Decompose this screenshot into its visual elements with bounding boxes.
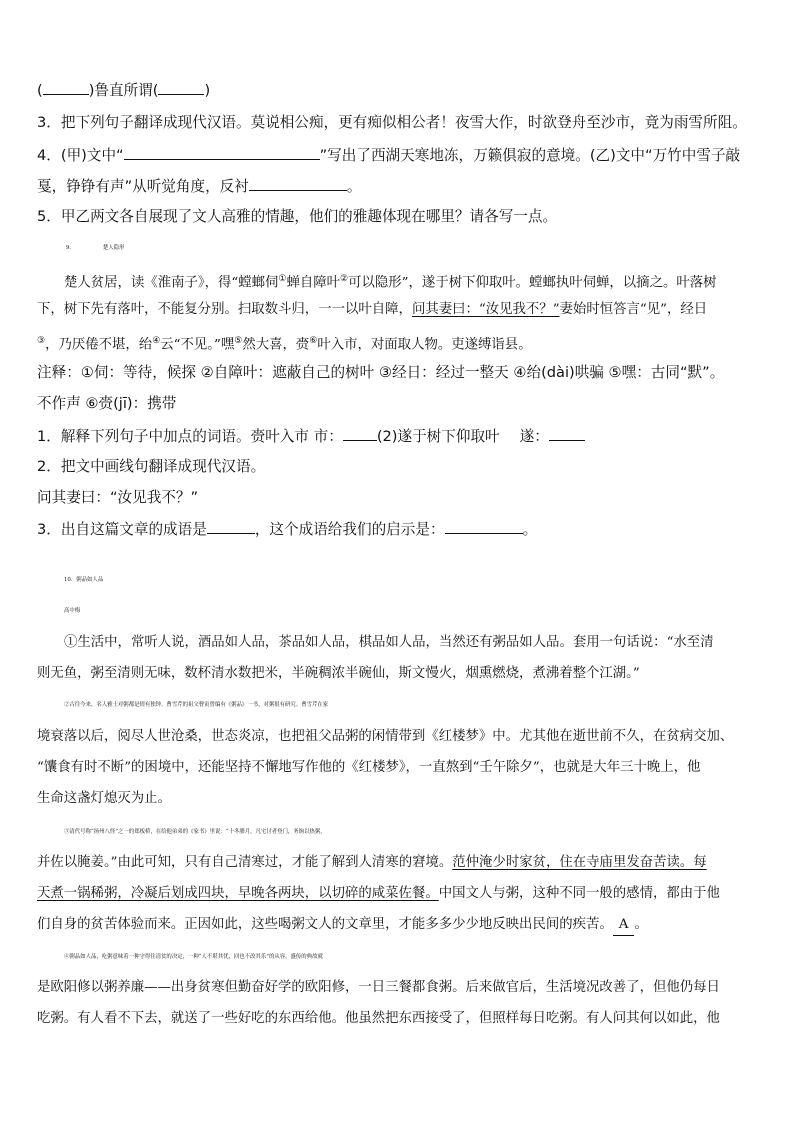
- question-text: 3．把下列句子翻译成现代汉语。莫说相公痴，更有痴似相公者！夜雪大作，时欲登舟至沙市，竟为雨雪所阻。: [37, 114, 747, 131]
- notes-text: 不作声 ⑥赍(jī)：携带: [37, 395, 177, 412]
- question-text: 问其妻曰：“汝见我不？”: [37, 489, 199, 506]
- para-4-line-2: [37, 978, 757, 998]
- paragraph-text: 则无鱼，粥至清则无味，数杯清水数把米，半碗稠浓半碗仙，斯文慢火，烟熏燃烧，煮沸着整个江湖。”: [37, 666, 640, 681]
- paragraph-text: 生命这盏灯熄灭为止。: [37, 791, 171, 806]
- paragraph-text: 。: [634, 917, 648, 932]
- question-5: [37, 207, 757, 227]
- question-text: 3．出自这篇文章的成语是: [37, 521, 207, 538]
- paragraph-text: 并佐以腌姜。”由此可知，只有自己清寒过，才能了解到人清寒的窘境。: [37, 855, 453, 870]
- answer-blank[interactable]: [158, 80, 204, 95]
- para-3-line-2: [37, 853, 757, 873]
- author-name: 高中梅: [64, 608, 81, 614]
- paragraph-text: “馕食有时不断”的困境中，还能坚持不懈地写作他的《红楼梦》，一直熬到“壬午除夕”，也就是大年三十晚上，他: [37, 760, 701, 775]
- question-3-translate: [37, 113, 757, 133]
- section-9-question-1: [37, 426, 757, 447]
- para-2-line-1: [64, 695, 784, 715]
- question-text: ，这个成语给我们的启示是：: [254, 521, 445, 538]
- footnote-marker: ③: [37, 336, 46, 346]
- paren-open: (: [37, 82, 43, 99]
- para-3-line-1: [64, 822, 784, 842]
- section-10-author: [64, 601, 784, 621]
- paragraph-text: ③清代号称“扬州八怪”之一的郑板桥，在给他弟弟的《家书》里说：“十冬腊月，凡宅讨者登门，务饷以热粥，: [64, 829, 326, 835]
- passage-text: 蝉自障叶: [286, 275, 341, 291]
- notes-line2: [37, 394, 757, 414]
- passage-text: 云“不见。”嘿: [160, 337, 235, 353]
- question-text: 5．甲乙两文各自展现了文人高雅的情趣，他们的雅趣体现在哪里？请各写一点。: [37, 208, 558, 225]
- answer-blank[interactable]: [124, 145, 320, 160]
- passage-text: 叶入市，对面取人物。吏遂缚诣县。: [317, 337, 532, 353]
- answer-blank[interactable]: [43, 80, 89, 95]
- paragraph-text: 境衰落以后，阅尽人世沧桑，世态炎凉，也把祖父品粥的闲情带到《红楼梦》中。尤其他在逝世前不久，在贫病交加、: [37, 729, 734, 744]
- section-9-question-2: [37, 457, 757, 477]
- section-number: 9．: [66, 245, 75, 251]
- question-4-line2: [37, 176, 757, 197]
- para-4-line-3: [37, 1009, 757, 1029]
- para-2-line-4: [37, 789, 757, 809]
- para-3-line-3: [37, 884, 757, 904]
- passage-9-line3: [37, 331, 757, 355]
- footnote-marker: ①: [278, 274, 287, 284]
- paragraph-text: 吃粥。有人看不下去，就送了一些好吃的东西给他。他虽然把东西接受了，但照样每日吃粥。有人问其何以如此，他: [37, 1011, 720, 1026]
- question-text: 。: [522, 521, 538, 538]
- section-title: 10．粥品如人品: [64, 577, 104, 583]
- para-3-line-4: [37, 915, 757, 936]
- passage-9-line1: [64, 269, 758, 293]
- paragraph-text: ②古往今来，名人雅士对粥都是情有独钟。曹雪芹的祖父曹寅曾编有《粥品》一书，对粥很有研究。曹雪芹在家: [64, 702, 329, 708]
- section-9-heading: [66, 238, 786, 258]
- footnote-marker: ⑥: [309, 336, 318, 346]
- text-luzhi: )鲁直所谓(: [88, 82, 159, 99]
- section-9-question-2-sentence: [37, 488, 757, 508]
- paragraph-text: 中国文人与粥，这种不同一般的感情，都由于他: [438, 886, 720, 901]
- notes-line1: [37, 363, 757, 383]
- answer-blank[interactable]: [549, 426, 585, 441]
- question-text: ”写出了西湖天寒地冻，万籁俱寂的意境。(乙)文中“万竹中雪子敲: [319, 147, 741, 164]
- paragraph-text: 是欧阳修以粥养廉——出身贫寒但勤奋好学的欧阳修，一日三餐都食粥。后来做官后，生活境况改善了，但他仍每日: [37, 980, 720, 995]
- question-text: 戛，铮铮有声”从听觉角度，反衬: [37, 178, 249, 195]
- passage-text: 楚人贫居，读《淮南子》，得“螳螂伺: [64, 275, 279, 291]
- paragraph-text: ④粥品如人品，吃粥意味着一种守得住清贫的决定，一种“人不堪其忧，回也不改其乐”的从容。盛传的典故就: [64, 954, 323, 960]
- footnote-marker: ④: [152, 336, 161, 346]
- underlined-sentence: 天煮一锅稀粥，冷凝后划成四块，早晚各两块，以切碎的咸菜佐餐。: [37, 886, 439, 901]
- line-blanks-luzhi: [37, 80, 757, 101]
- answer-blank-a[interactable]: A: [613, 915, 635, 936]
- passage-text: 妻始时恒答言“见”，经日: [559, 302, 708, 317]
- question-text: 。: [346, 178, 362, 195]
- paragraph-text: 们自身的贫苦体验而来。正因如此，这些喝粥文人的文章里，才能多多少少地反映出民间的疾苦。: [37, 917, 613, 932]
- answer-blank[interactable]: [249, 176, 347, 191]
- answer-blank[interactable]: [207, 519, 255, 534]
- passage-9-line2: [37, 300, 757, 320]
- notes-text: 注释：①伺：等待，候探 ②自障叶：遮蔽自己的树叶 ③经日：经过一整天 ④绐(dài)哄骗 ⑤嘿：古同“默”。: [37, 364, 725, 381]
- question-text: (2)遂于树下仰取叶: [376, 428, 500, 445]
- section-9-question-3: [37, 519, 757, 540]
- para-1-line-2: [37, 664, 757, 684]
- question-4-line1: [37, 145, 757, 166]
- question-text: 2．把文中画线句翻译成现代汉语。: [37, 458, 266, 475]
- paren-close: ): [204, 82, 211, 99]
- section-title: 楚人隐形: [102, 245, 125, 251]
- footnote-marker: ②: [340, 274, 349, 284]
- question-text: 1．解释下列句子中加点的词语。赍叶入市 市：: [37, 428, 343, 445]
- question-text: 4．(甲)文中“: [37, 147, 124, 164]
- passage-text: ，乃厌倦不堪，绐: [45, 337, 153, 353]
- footnote-marker: ⑤: [234, 336, 243, 346]
- paragraph-text: ①生活中，常听人说，酒品如人品，茶品如人品，棋品如人品，当然还有粥品如人品。套用一句话说：“水至清: [64, 635, 714, 650]
- para-2-line-2: [37, 727, 757, 747]
- para-4-line-1: [64, 947, 784, 967]
- underlined-sentence: 问其妻曰：“汝见我不？”: [411, 302, 560, 317]
- passage-text: 可以隐形”，遂于树下仰取叶。螳螂执叶伺蝉，以摘之。叶落树: [348, 275, 717, 291]
- answer-blank[interactable]: [445, 519, 523, 534]
- underlined-sentence: 范仲淹少时家贫，住在寺庙里发奋苦读。每: [452, 855, 707, 870]
- para-2-line-3: [37, 758, 757, 778]
- para-1-line-1: [64, 633, 756, 653]
- passage-text: 下，树下先有落叶，不能复分别。扫取数斗归，一一以叶自障，: [37, 302, 412, 317]
- passage-text: 然大喜，赍: [242, 337, 310, 353]
- answer-blank[interactable]: [343, 426, 377, 441]
- question-text: 遂：: [519, 428, 549, 445]
- section-10-heading: [64, 570, 784, 590]
